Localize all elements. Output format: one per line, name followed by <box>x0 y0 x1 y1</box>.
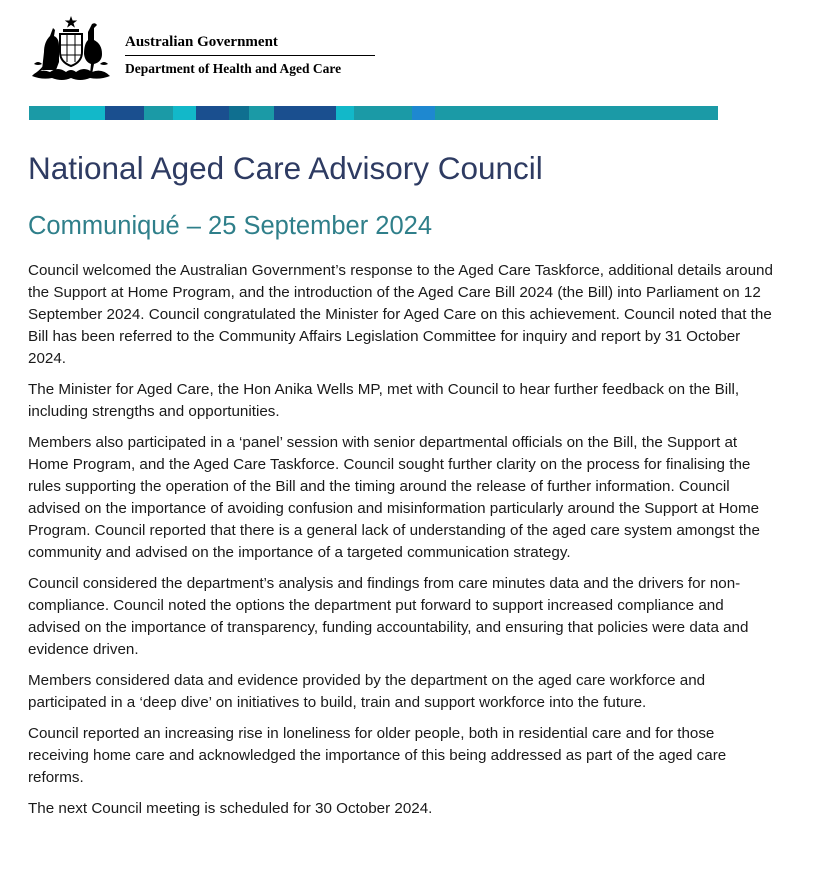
paragraph-panel-session: Members also participated in a ‘panel’ session with senior departmental officials on the Bill, the Support at Home Program, and the Aged Care Taskforce. Council sought further clarity on the process for finalising the rules supporting the operation of the Bill and the timing around the release of further information. Council advised on the importance of avoiding confusion and misinformation particularly around the Support at Home Program. Council reported that there is a general lack of understanding of the aged care system amongst the community and advised on the importance of a targeted communication strategy. <box>28 434 760 561</box>
paragraph-care-minutes: Council considered the department’s analysis and findings from care minutes data and the drivers for non-compliance. Council noted the options the department put forward to support increased compliance and advised on the importance of transparency, funding accountability, and ensuring that policies were data and evidence driven. <box>28 575 749 658</box>
document-subtitle: Communiqué – 25 September 2024 <box>28 212 433 240</box>
colour-bar-segment <box>105 106 144 120</box>
department-name: Department of Health and Aged Care <box>125 61 342 76</box>
colour-bar-segment <box>412 106 435 120</box>
colour-bar-segment <box>336 106 354 120</box>
header-divider <box>125 55 375 56</box>
colour-bar-segment <box>249 106 274 120</box>
colour-bar-segment <box>229 106 248 120</box>
paragraph-workforce: Members considered data and evidence provided by the department on the aged care workforce and participated in a ‘deep dive’ on initiatives to build, train and support workforce into the future. <box>28 672 706 711</box>
colour-bar-segment <box>354 106 412 120</box>
colour-bar-segment <box>29 106 70 120</box>
paragraph-taskforce-response: Council welcomed the Australian Government’s response to the Aged Care Taskforce, additional details around the Support at Home Program, and the introduction of the Aged Care Bill 2024 (the Bill) into Parliament on 12 September 2024. Council congratulated the Minister for Aged Care on this achievement. Council noted that the Bill has been referred to the Community Affairs Legislation Committee for inquiry and report by 31 October 2024. <box>28 262 773 367</box>
paragraph-minister-meeting: The Minister for Aged Care, the Hon Anika Wells MP, met with Council to hear further feedback on the Bill, including strengths and opportunities. <box>28 381 740 420</box>
colour-bar-segment <box>274 106 336 120</box>
government-name: Australian Government <box>125 34 278 50</box>
colour-bar-segment <box>144 106 173 120</box>
document-title: National Aged Care Advisory Council <box>28 150 543 186</box>
colour-bar-segment <box>70 106 105 120</box>
paragraph-next-meeting: The next Council meeting is scheduled for 30 October 2024. <box>28 800 433 817</box>
decorative-colour-bar <box>29 106 718 120</box>
colour-bar-segment <box>435 106 718 120</box>
colour-bar-segment <box>196 106 229 120</box>
coat-of-arms-icon <box>30 14 112 82</box>
communique-body <box>28 260 776 829</box>
paragraph-loneliness: Council reported an increasing rise in loneliness for older people, both in residential care and for those receiving home care and acknowledged the importance of this being addressed as part of the aged care reforms. <box>28 725 727 786</box>
colour-bar-segment <box>173 106 196 120</box>
page-header <box>30 14 390 84</box>
